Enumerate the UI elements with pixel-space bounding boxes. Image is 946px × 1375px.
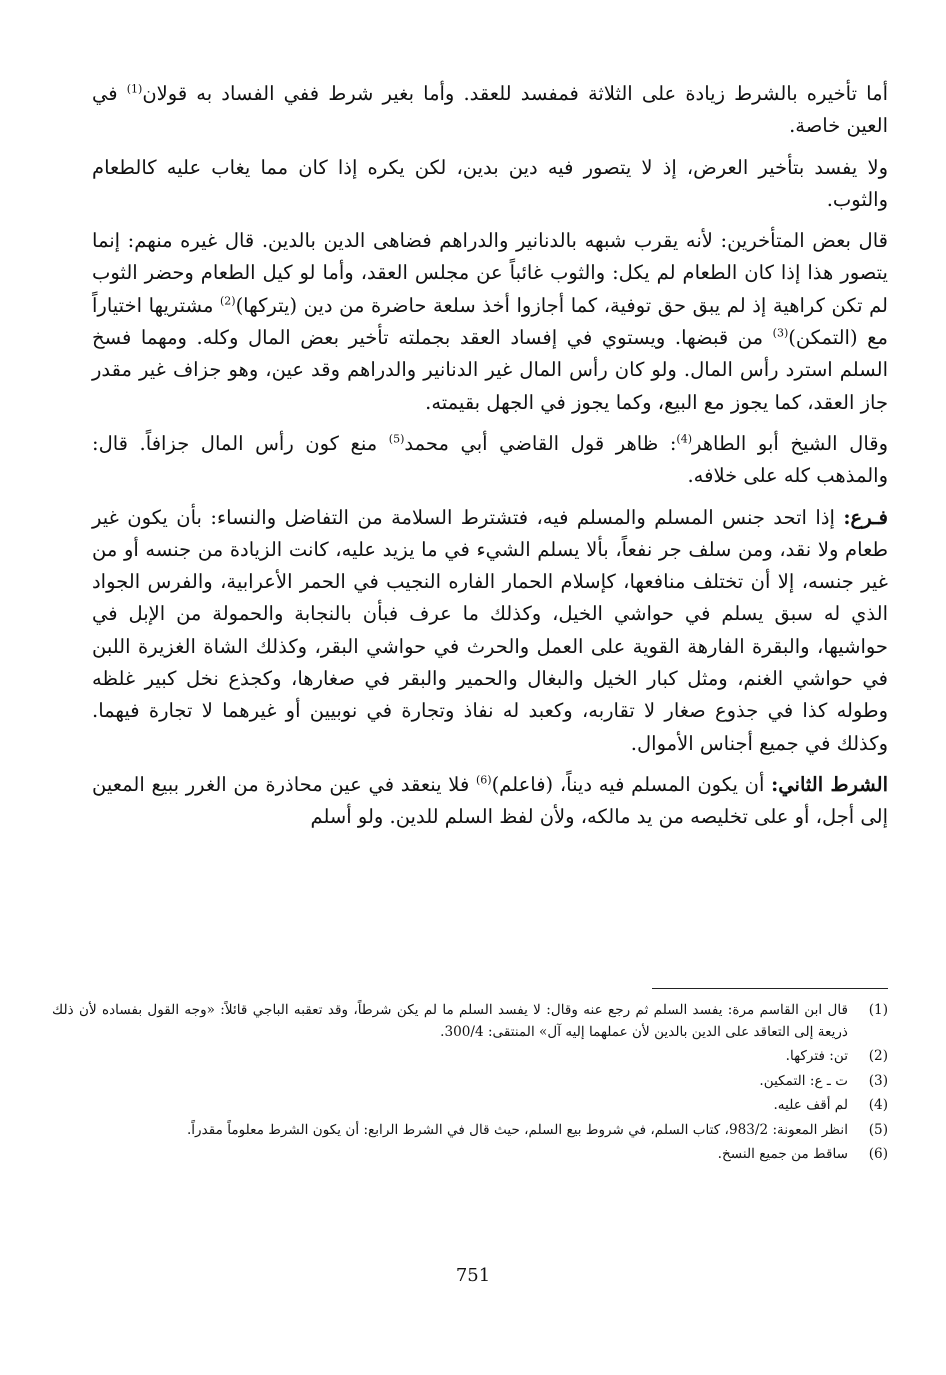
footnote-number: (2): [868, 1048, 888, 1064]
footnote: [52, 1095, 888, 1117]
footnote-text: ساقط من جميع النسخ.: [717, 1146, 848, 1162]
body-paragraph: [92, 78, 888, 143]
text-segment: مشتريها اختياراً مع (التمكن): [92, 293, 888, 350]
section-heading: الشرط الثاني:: [771, 772, 888, 796]
footnote-text: قال ابن القاسم مرة: يفسد السلم ثم رجع عنه وقال: لا يفسد السلم ما لم يكن شرطاً، وقد تعقبه الباجي قائلاً: «وجه القول بفساده لأن ذلك ذريعة إلى التعاقد على الدين بالدين لأن عملهما إليه آل» المنتقى: 300/4.: [52, 1002, 848, 1040]
text-segment: أن يكون المسلم فيه ديناً، (فاعلم): [491, 772, 772, 796]
footnote-number: (5): [868, 1121, 888, 1138]
body-paragraph: [92, 769, 888, 834]
body-paragraph: [92, 502, 888, 760]
text-segment: في العين خاصة.: [92, 82, 888, 138]
text-segment: من قبضها. ويستوي في إفساد العقد بجملته تأخير بعض المال وكله. ومهما فسخ السلم استرد رأس المال. ولو كان رأس المال غير الدنانير والدراهم وقد عين، وهو جزاف غير مقدر جاز العقد، كما يجوز مع البيع، وكما يجوز في الجهل بقيمته.: [92, 326, 888, 414]
footnote-number: (4): [868, 1097, 888, 1113]
footnote-text: تن: فتركها.: [785, 1048, 848, 1064]
main-text: [92, 78, 888, 843]
footnote-ref[interactable]: (3): [772, 326, 789, 340]
text-segment: إذا اتحد جنس المسلم والمسلم فيه، فتشترط السلامة من التفاضل والنساء: بأن يكون غير طعام ولا نقد، ومن سلف جر نفعاً، بألا يسلم الشيء في ما يزيد عليه، كانت الزيادة من جنسه أو من غير جنسه، إلا أن تختلف منافعها، كإسلام الحمار الفاره النجيب في الحمر الأعرابية، والفرس الجواد الذي له سبق يسلم في حواشي الخيل، وكذلك ما عرف فبأن بالنجابة والحمولة من الإبل في حواشيها، والبقرة الفارهة القوية على العمل والحرث في حواشي البقر، وكذلك الشاة الغزيرة اللبن في حواشي الغنم، ومثل كبار الخيل والبغال والحمير والبقر في صغارها، وكجذع نخل كبير غلظه وطوله كذا في جذوع صغار لا تقاربه، وكعبد له نفاذ وتجارة في نوبيين أو غيرهما لا تجارة فيهما. وكذلك في جميع أجناس الأموال.: [92, 505, 888, 755]
text-segment: قال بعض المتأخرين: لأنه يقرب شبهه بالدنانير والدراهم فضاهى الدين بالدين. قال غيره منهم: إنما يتصور هذا إذا كان الطعام لم يكل: والثوب غائباً عن مجلس العقد، وأما لو كيل الطعام وحضر الثوب لم تكن كراهية إذ لم يبق حق توفية، كما أجازوا أخذ سلعة حاضرة من دين (يتركها): [92, 229, 888, 317]
footnote-text: لم أقف عليه.: [773, 1097, 848, 1113]
text-segment: وقال الشيخ أبو الطاهر: [692, 431, 888, 455]
text-segment: ولا يفسد بتأخير العرض، إذ لا يتصور فيه دين بدين، لكن يكره إذا كان مما يغاب عليه كالطعام والثوب.: [92, 155, 888, 211]
footnote-divider: [652, 988, 888, 989]
footnote-ref[interactable]: (4): [676, 432, 692, 446]
footnote-ref[interactable]: (6): [475, 773, 492, 787]
footnote: [52, 1046, 888, 1068]
footnote-ref[interactable]: (5): [388, 432, 405, 446]
page-number: 751: [455, 1265, 491, 1286]
footnote: [52, 1071, 888, 1093]
footnote-ref[interactable]: (2): [219, 294, 236, 308]
section-heading: فـرع:: [843, 505, 888, 529]
footnotes: [52, 1000, 888, 1169]
footnote-text: انظر المعونة: 983/2، كتاب السلم، في شروط بيع السلم، حيث قال في الشرط الرابع: أن يكون الشرط معلوماً مقدراً.: [186, 1121, 848, 1138]
body-paragraph: [92, 428, 888, 493]
footnote-number: (3): [868, 1072, 888, 1089]
body-paragraph: [92, 152, 888, 217]
footnote: [52, 1000, 888, 1043]
footnote-number: (1): [868, 1002, 888, 1018]
footnote-text: ت ـ ع: التمكين.: [759, 1072, 848, 1089]
body-paragraph: [92, 225, 888, 419]
footnote: [52, 1144, 888, 1166]
text-segment: : ظاهر قول القاضي أبي محمد: [404, 431, 677, 455]
text-segment: أما تأخيره بالشرط زيادة على الثلاثة فمفسد للعقد. وأما بغير شرط ففي الفساد به قولان: [142, 82, 888, 105]
footnote-number: (6): [868, 1146, 888, 1162]
footnote: [52, 1120, 888, 1142]
footnote-ref[interactable]: (1): [126, 82, 143, 96]
text-segment: فلا ينعقد في عين محاذرة من الغرر ببيع المعين إلى أجل، أو على تخليصه من يد مالكه، ولأن لفظ السلم للدين. ولو أسلم: [92, 772, 888, 829]
text-segment: منع كون رأس المال جزافاً. قال: والمذهب كله على خلافه.: [92, 431, 888, 488]
